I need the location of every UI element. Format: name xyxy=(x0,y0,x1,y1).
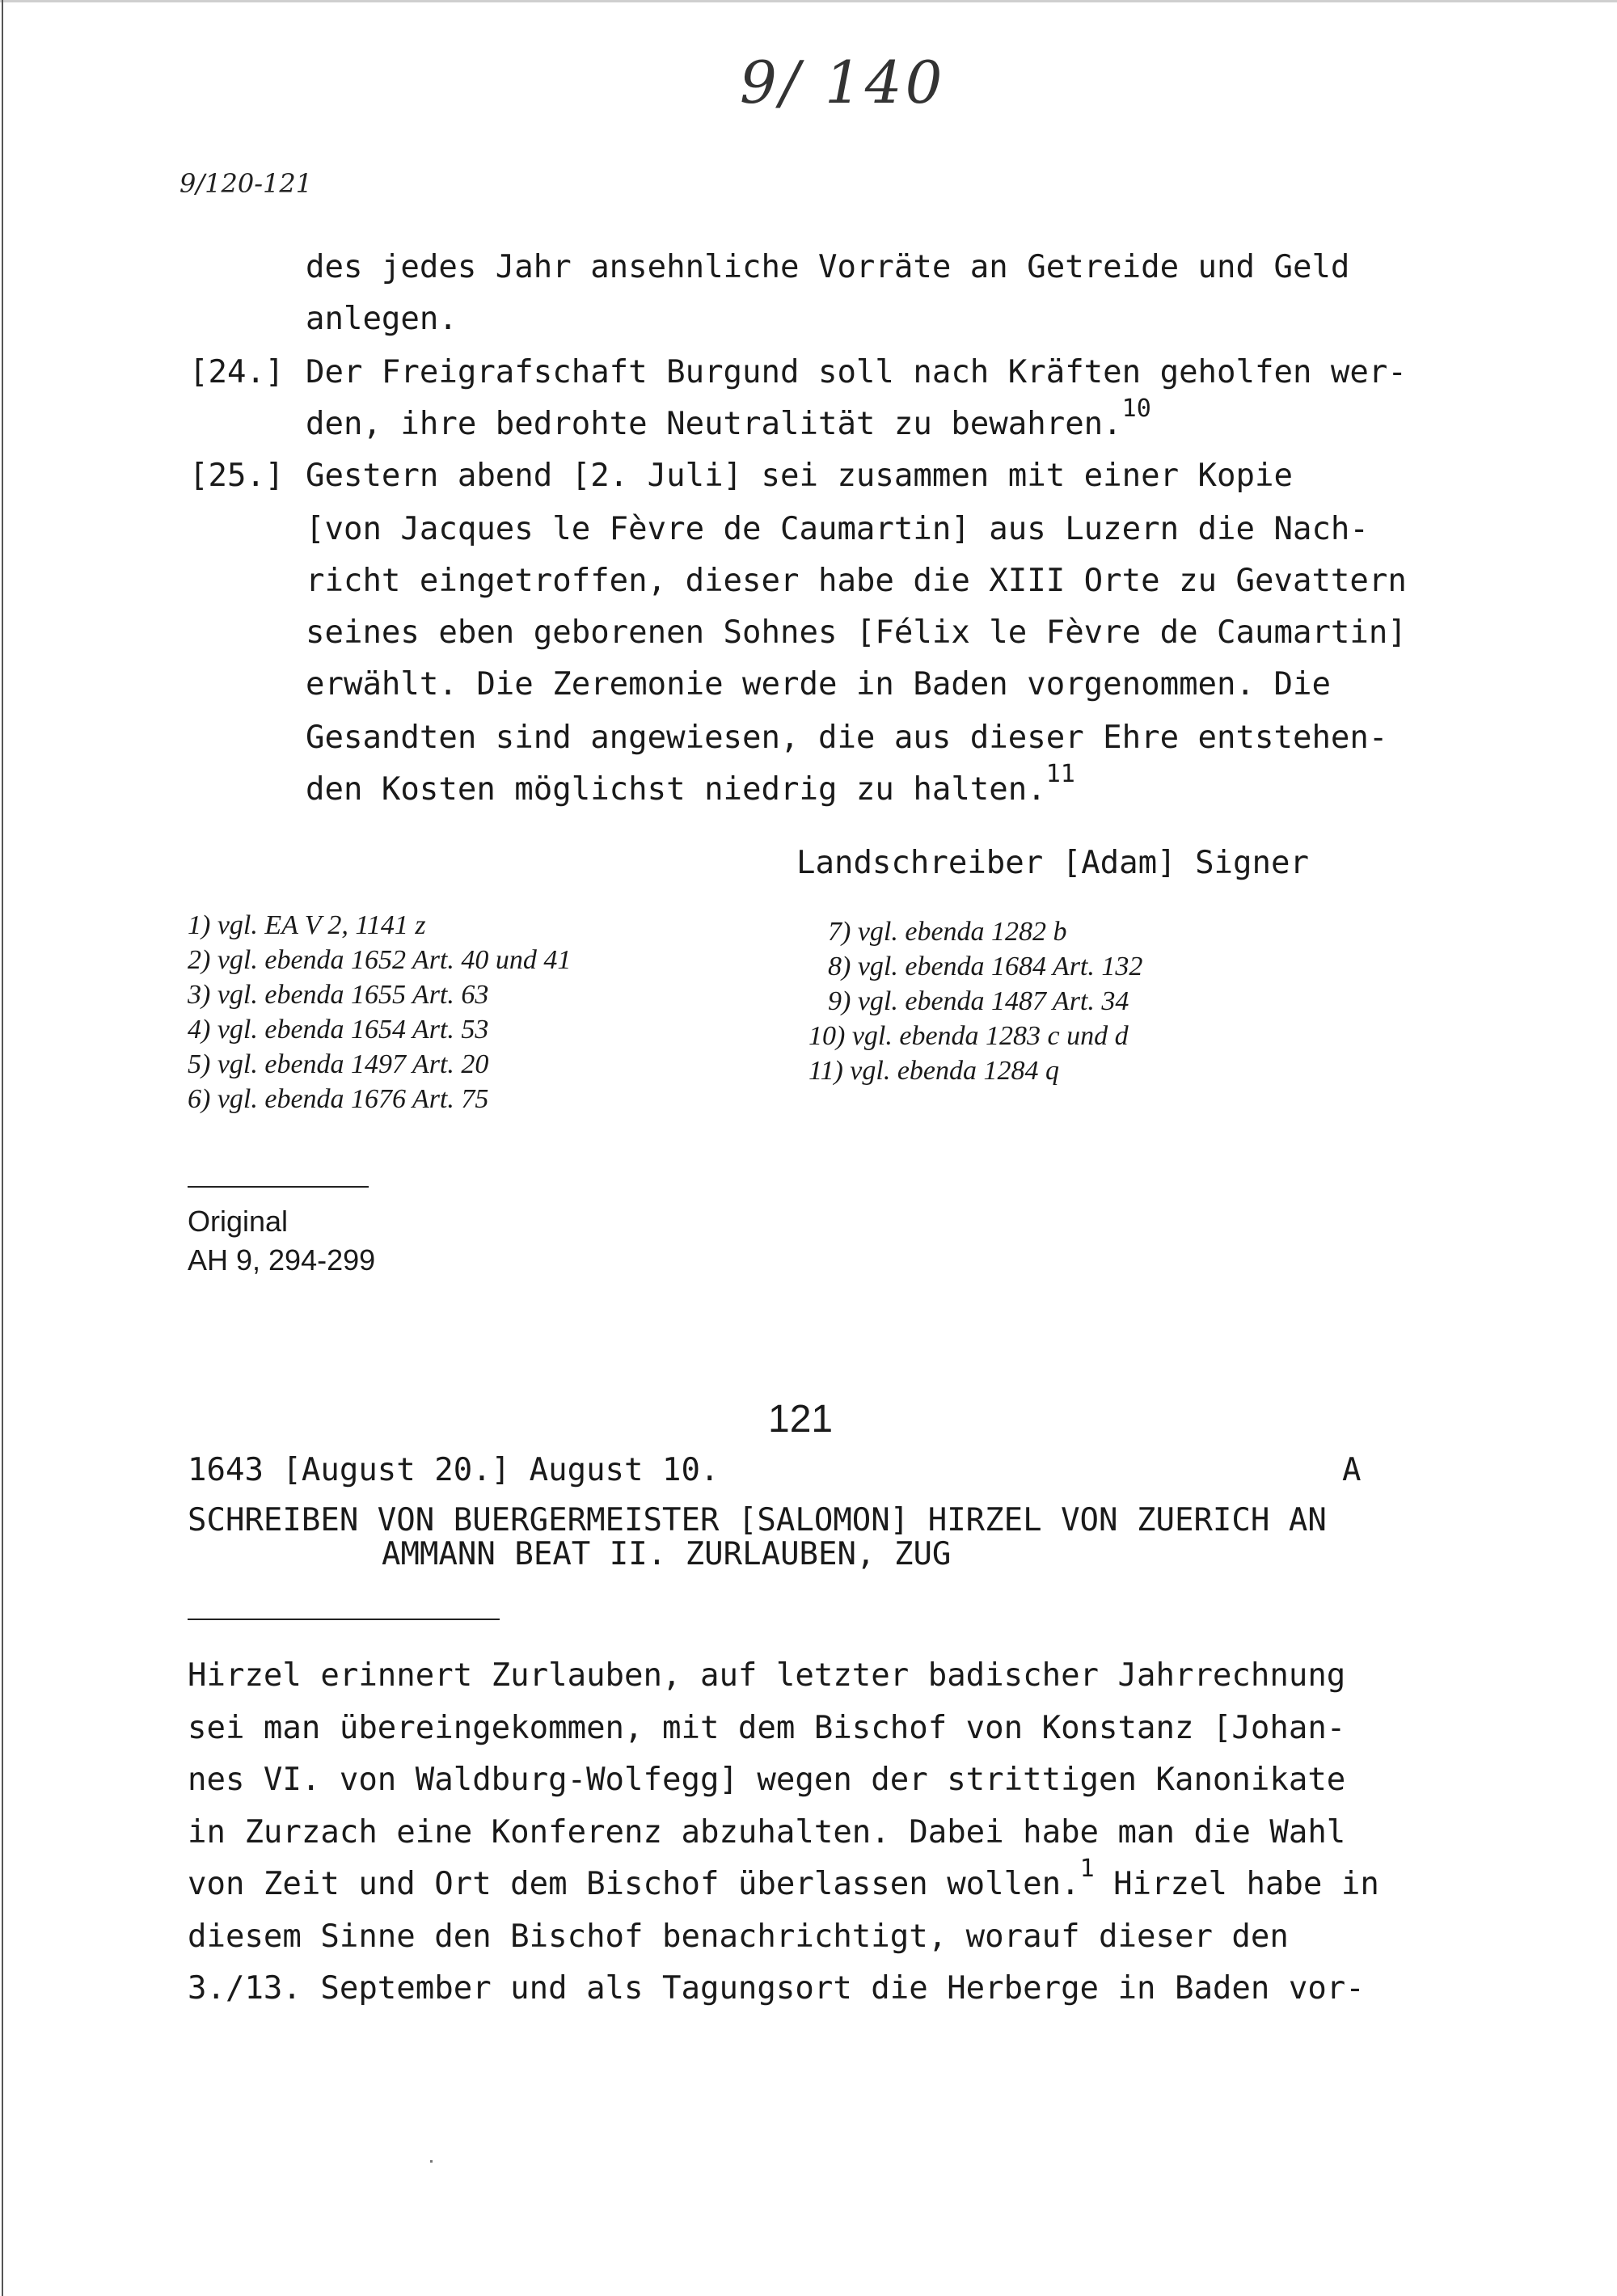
footnote-marker: 1 xyxy=(1079,1855,1095,1883)
text-line: von Zeit und Ort dem Bischof überlassen wollen.$^1$ Hirzel habe in xyxy=(188,1855,1379,1902)
footnote-marker: 10 xyxy=(1121,395,1151,423)
signature: Landschreiber [Adam] Signer xyxy=(796,845,1309,881)
title-divider xyxy=(188,1619,500,1620)
document-title-line: SCHREIBEN VON BUERGERMEISTER [SALOMON] HIRZEL VON ZUERICH AN xyxy=(188,1502,1327,1538)
document-date: 1643 [August 20.] August 10. xyxy=(188,1452,720,1488)
text-line: [von Jacques le Fèvre de Caumartin] aus Luzern die Nach- xyxy=(306,511,1369,547)
text-line: anlegen. xyxy=(306,301,458,337)
text-line: erwählt. Die Zeremonie werde in Baden vorgenommen. Die xyxy=(306,666,1331,703)
footnote: 11) vgl. ebenda 1284 q xyxy=(808,1056,1060,1086)
scan-top-edge xyxy=(0,0,1617,2)
document-number: 121 xyxy=(768,1398,834,1441)
text-line: in Zurzach eine Konferenz abzuhalten. Dabei habe man die Wahl xyxy=(188,1813,1346,1851)
text-line: sei man übereingekommen, mit dem Bischof von Konstanz [Johan- xyxy=(188,1709,1346,1746)
text-line: richt eingetroffen, dieser habe die XIII Orte zu Gevattern xyxy=(306,563,1407,599)
text-line: den, ihre bedrohte Neutralität zu bewahren.$^{10}$ xyxy=(306,395,1151,442)
footnote-divider xyxy=(188,1186,369,1188)
text-line: Gesandten sind angewiesen, die aus dieser Ehre entstehen- xyxy=(306,720,1388,756)
text-line: Gestern abend [2. Juli] sei zusammen mit einer Kopie xyxy=(306,458,1293,494)
document-letter: A xyxy=(1342,1452,1362,1488)
source-label: Original xyxy=(188,1205,289,1238)
source-reference: AH 9, 294-299 xyxy=(188,1243,376,1277)
scan-speck xyxy=(430,2160,433,2163)
text-line: diesem Sinne den Bischof benachrichtigt, worauf dieser den xyxy=(188,1918,1289,1955)
text-line: nes VI. von Waldburg-Wolfegg] wegen der strittigen Kanonikate xyxy=(188,1762,1346,1798)
footnote: 10) vgl. ebenda 1283 c und d xyxy=(808,1021,1129,1051)
handwritten-page-number: 9/ 140 xyxy=(740,49,946,116)
footnote: 4) vgl. ebenda 1654 Art. 53 xyxy=(188,1015,489,1045)
text-line: 3./13. September und als Tagungsort die Herberge in Baden vor- xyxy=(188,1970,1365,2007)
text-line: Hirzel erinnert Zurlauben, auf letzter badischer Jahrrechnung xyxy=(188,1657,1346,1694)
paragraph-number: [24.] xyxy=(189,354,285,390)
footnote: 3) vgl. ebenda 1655 Art. 63 xyxy=(188,980,489,1010)
text-line: Der Freigrafschaft Burgund soll nach Kräften geholfen wer- xyxy=(306,354,1407,390)
footnote: 8) vgl. ebenda 1684 Art. 132 xyxy=(828,952,1143,981)
text-line: den Kosten möglichst niedrig zu halten.$^{11}$ xyxy=(306,760,1075,808)
text-line: seines eben geborenen Sohnes [Félix le Fèvre de Caumartin] xyxy=(306,614,1407,651)
footnote: 9) vgl. ebenda 1487 Art. 34 xyxy=(828,986,1129,1016)
text-line: des jedes Jahr ansehnliche Vorräte an Getreide und Geld xyxy=(306,249,1350,285)
document-title-line: AMMANN BEAT II. ZURLAUBEN, ZUG xyxy=(382,1536,952,1572)
footnote: 1) vgl. EA V 2, 1141 z xyxy=(188,910,426,940)
document-reference: 9/120-121 xyxy=(179,168,313,199)
footnote: 6) vgl. ebenda 1676 Art. 75 xyxy=(188,1084,489,1114)
footnote-marker: 11 xyxy=(1045,760,1075,788)
scan-left-edge xyxy=(2,0,3,2296)
paragraph-number: [25.] xyxy=(189,458,285,494)
footnote: 2) vgl. ebenda 1652 Art. 40 und 41 xyxy=(188,945,572,975)
footnote: 7) vgl. ebenda 1282 b xyxy=(828,917,1067,947)
footnote: 5) vgl. ebenda 1497 Art. 20 xyxy=(188,1049,489,1079)
